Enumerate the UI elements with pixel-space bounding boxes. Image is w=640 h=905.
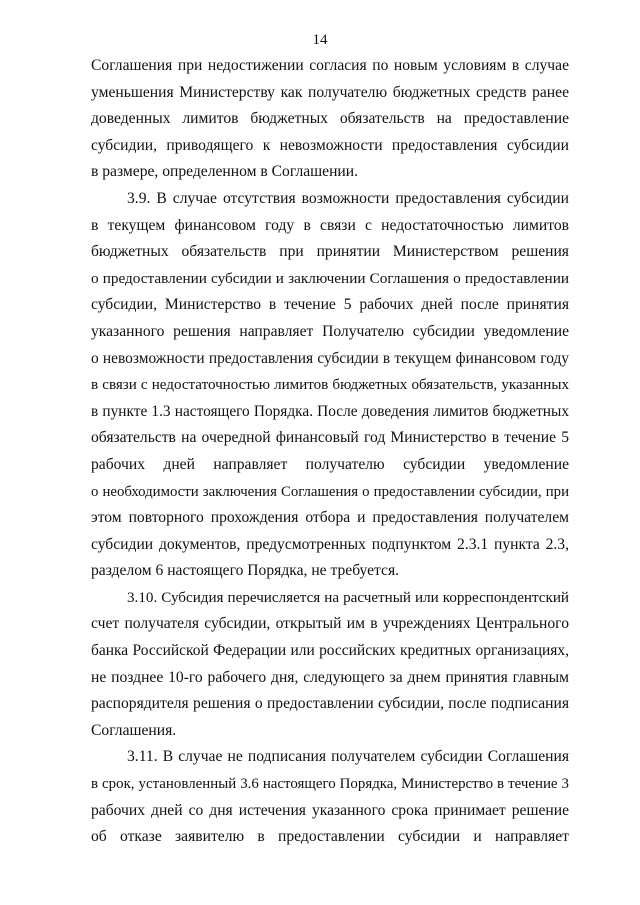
text-line: субсидии, Министерство в течение 5 рабочих дней после принятия [91, 296, 569, 314]
text-line: о предоставлении субсидии и заключении Соглашения о предоставлении [91, 269, 569, 287]
text-line: этом повторного прохождения отбора и предоставления получателем [91, 509, 569, 527]
text-line: 3.10. Субсидия перечисляется на расчетный или корреспондентский [127, 589, 569, 606]
document-body [91, 53, 569, 851]
text-line: Соглашения при недостижении согласия по новым условиям в случае [91, 57, 569, 74]
text-line: распорядителя решения о предоставлении субсидии, после подписания [91, 695, 569, 713]
text-line: Соглашения. [91, 721, 177, 739]
text-line: обязательств на очередной финансовый год Министерство в течение 5 [91, 429, 569, 447]
text-line: рабочих дней направляет получателю субсидии уведомление [91, 455, 569, 473]
text-line: субсидии, приводящего к невозможности предоставления субсидии [91, 136, 569, 154]
text-line: в размере, определенном в Соглашении. [91, 163, 359, 181]
text-line: о невозможности предоставления субсидии в текущем финансовом году [91, 349, 569, 367]
text-line: субсидии документов, предусмотренных подпунктом 2.3.1 пункта 2.3, [91, 535, 569, 553]
text-line: в срок, установленный 3.6 настоящего Порядка, Министерство в течение 3 [91, 776, 569, 793]
paragraph-clause-3-10 [91, 585, 569, 745]
text-line: в связи с недостаточностью лимитов бюджетных обязательств, указанных [91, 377, 569, 394]
text-line: 3.11. В случае не подписания получателем субсидии Соглашения [127, 748, 569, 766]
text-line: 3.9. В случае отсутствия возможности предоставления субсидии [127, 189, 569, 207]
text-line: рабочих дней со дня истечения указанного срока принимает решение [91, 801, 569, 819]
paragraph-continuation [91, 53, 569, 186]
text-line: в текущем финансовом году в связи с недостаточностью лимитов [91, 216, 569, 234]
page-number: 14 [312, 32, 328, 48]
text-line: не позднее 10-го рабочего дня, следующего за днем принятия главным [91, 668, 569, 686]
text-line: о необходимости заключения Соглашения о предоставлении субсидии, при [91, 483, 569, 500]
text-line: в пункте 1.3 настоящего Порядка. После доведения лимитов бюджетных [91, 402, 569, 420]
text-line: уменьшения Министерству как получателю бюджетных средств ранее [91, 83, 569, 101]
text-line: доведенных лимитов бюджетных обязательств на предоставление [91, 110, 569, 128]
text-line: разделом 6 настоящего Порядка, не требуется. [91, 562, 400, 580]
paragraph-clause-3-11 [91, 744, 569, 850]
text-line: счет получателя субсидии, открытый им в учреждениях Центрального [91, 615, 569, 633]
text-line: указанного решения направляет Получателю субсидии уведомление [91, 322, 569, 340]
text-line: бюджетных обязательств при принятии Министерством решения [91, 243, 569, 261]
paragraph-clause-3-9 [91, 186, 569, 585]
text-line: банка Российской Федерации или российских кредитных организациях, [91, 642, 569, 660]
text-line: об отказе заявителю в предоставлении субсидии и направляет [91, 828, 569, 846]
